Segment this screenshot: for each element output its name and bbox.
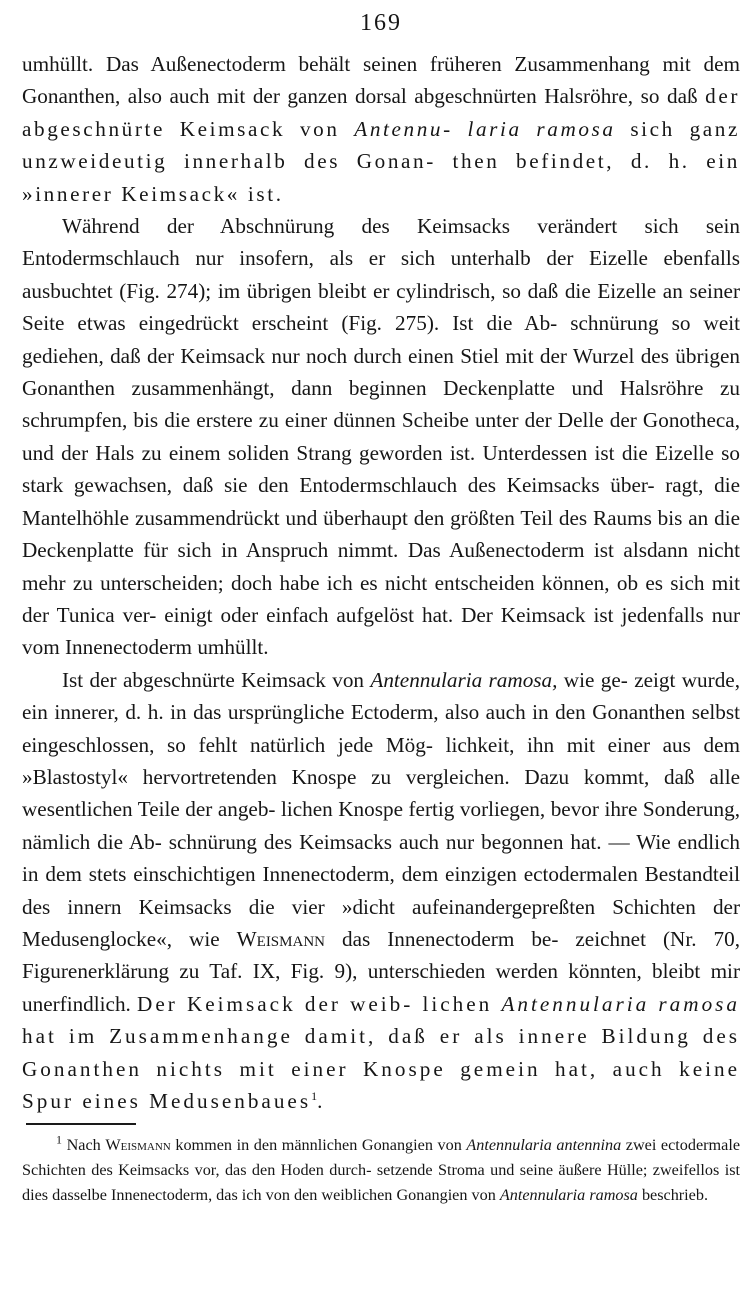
main-text xyxy=(22,48,740,1117)
document-page xyxy=(22,0,740,1208)
footnote-separator xyxy=(26,1123,136,1125)
paragraph-1-spaced-emphasis: der abgeschnürte Keimsack von xyxy=(22,84,740,141)
species-name-italic-3: Antennularia ramosa xyxy=(501,991,740,1016)
footnote-species-italic-1: Antennularia antennina xyxy=(466,1136,622,1155)
paragraph-2: Während der Abschnürung des Keimsacks verändert sich sein Entodermschlauch nur insofern, als er sich unterhalb der Eizelle ebenfalls ausbuchtet (Fig. 274); im übrigen bleibt er cylindrisch, so daß die Eizelle an seiner Seite etwas eingedrückt erscheint (Fig. 275). Ist die Ab- schnürung so weit gediehen, daß der Keimsack nur noch durch einen Stiel mit der Wurzel des übrigen Gonanthen zusammenhängt, dann beginnen Deckenplatte und Halsröhre zu schrumpfen, bis die erstere zu einer dünnen Scheibe unter der Delle der Gonotheca, und der Hals zu einem soliden Strang geworden ist. Unterdessen ist die Eizelle so stark gewachsen, daß sie den Entodermschlauch des Keimsacks über- ragt, die Mantelhöhle zusammendrückt und überhaupt den größten Teil des Raums bis an die Deckenplatte für sich in Anspruch nimmt. Das Außenectoderm ist alsdann nicht mehr zu unterscheiden; doch habe ich es nicht entscheiden können, ob es sich mit der Tunica ver- einigt oder einfach aufgelöst hat. Der Keimsack ist jedenfalls nur vom Innenectoderm umhüllt. xyxy=(22,214,740,660)
page-number: 169 xyxy=(360,10,402,36)
footnote-marker-ref[interactable]: 1 xyxy=(311,1088,318,1103)
species-name-italic-2: Antennularia ramosa, xyxy=(370,667,558,692)
paragraph-3-end: . xyxy=(317,1089,323,1113)
paragraph-3 xyxy=(22,664,740,1118)
footnote-author-smallcaps: Weismann xyxy=(105,1136,171,1155)
footnote-text-c: zwei ectodermale Schichten des Keimsacks vor, das den Hoden durch- setzende Stroma und seine äußere Hülle; zweifellos ist dies dasselbe Innenectoderm, das ich von den weiblichen Gonangien von xyxy=(22,1136,741,1205)
author-name-smallcaps: Weismann xyxy=(236,926,325,951)
footnote xyxy=(22,1133,740,1208)
species-name-italic: Antennu- laria ramosa xyxy=(354,116,616,141)
paragraph-3-text-b: wie ge- zeigt wurde, ein innerer, d. h. in das ursprüngliche Ectoderm, also auch in den Gonanthen selbst eingeschlossen, so fehlt natürlich jede Mög- lichkeit, ihn mit einer aus dem »Blastostyl« hervortretenden Knospe zu vergleichen. Dazu kommt, daß alle wesentlichen Teile der angeb- lichen Knospe fertig vorliegen, bevor ihre Sonderung, nämlich die Ab- schnürung des Keimsacks auch nur begonnen hat. — Wie endlich in dem stets einschichtigen Innenectoderm, dem einzigen ectodermalen Bestandteil des innern Keimsacks die vier »dicht aufeinandergepreßten Schichten der Medusenglocke«, wie xyxy=(22,667,740,951)
footnote-text-a: Nach xyxy=(62,1136,106,1155)
paragraph-3-text-c: das Innenectoderm be- zeichnet (Nr. 70, Figurenerklärung zu Taf. IX, Fig. 9), unterschieden werden könnten, bleibt mir unerfindlich. xyxy=(22,926,740,1016)
footnote-species-italic-2: Antennularia ramosa xyxy=(499,1186,638,1205)
footnote-marker: 1 xyxy=(56,1133,62,1148)
paragraph-1 xyxy=(22,48,740,210)
paragraph-3-spaced-emphasis-a: Der Keimsack der weib- lichen xyxy=(137,991,502,1016)
footnote-text-b: kommen in den männlichen Gonangien von xyxy=(170,1136,467,1155)
paragraph-1-spaced-emphasis-end: sich ganz unzweideutig innerhalb des Gonan- then befindet, d. h. ein »innerer Keimsack« ist. xyxy=(22,116,740,206)
footnote-text-d: beschrieb. xyxy=(637,1186,709,1205)
paragraph-1-text: umhüllt. Das Außenectoderm behält seinen früheren Zusammenhang mit dem Gonanthen, also auch mit der ganzen dorsal abgeschnürten Halsröhre, so daß xyxy=(22,52,740,109)
paragraph-3-text-a: Ist der abgeschnürte Keimsack von xyxy=(62,667,371,692)
paragraph-3-spaced-emphasis-b: hat im Zusammenhange damit, daß er als innere Bildung des Gonanthen nichts mit einer Knospe gemein hat, auch keine Spur eines Medusenbaues xyxy=(22,1024,740,1113)
